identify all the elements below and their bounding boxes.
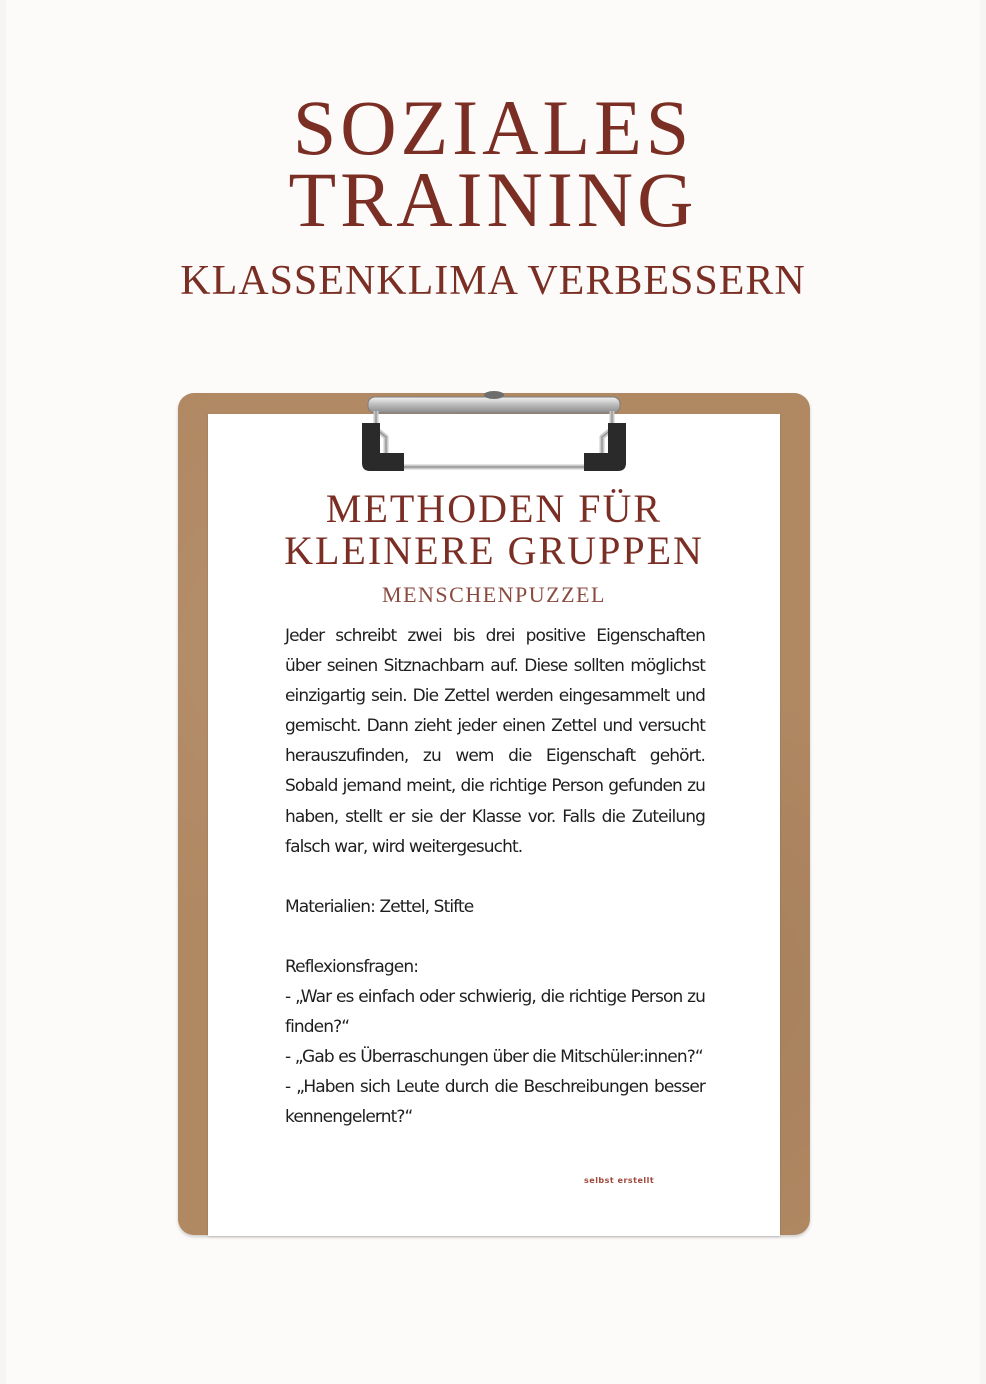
description-paragraph: Jeder schreibt zwei bis drei positive Eigenschaften über seinen Sitznachbarn auf. Diese sollten möglichst einzigartig sein. Die Zettel werden eingesammelt und gemischt. Dann zieht jeder einen Zettel und versucht herauszufinden, zu wem die Eigenschaft gehört. Sobald jemand meint, die richtige Person gefunden zu haben, stellt er sie der Klasse vor. Falls die Zuteilung falsch war, wird weitergesucht. — [285, 626, 705, 857]
clipboard-clip-icon — [356, 389, 632, 475]
sheet-body — [285, 621, 705, 1132]
reflection-question-3: - „Haben sich Leute durch die Beschreibungen besser kennengelernt?“ — [285, 1077, 705, 1128]
sheet-title-line-2: KLEINERE GRUPPEN — [284, 528, 704, 573]
main-title-line-2: TRAINING — [288, 156, 698, 243]
main-title-line-1: SOZIALES — [292, 84, 694, 171]
header — [0, 84, 986, 304]
sheet-title — [208, 488, 780, 572]
sheet-subtitle: MENSCHENPUZZEL — [382, 582, 606, 607]
credit-text: selbst erstellt — [584, 1176, 655, 1185]
reflection-question-1: - „War es einfach oder schwierig, die richtige Person zu finden?“ — [285, 986, 705, 1038]
sheet-title-line-1: METHODEN FÜR — [325, 486, 663, 531]
main-subtitle: KLASSENKLIMA VERBESSERN — [180, 258, 806, 304]
reflection-question-2: - „Gab es Überraschungen über die Mitschüler:innen?“ — [285, 1047, 703, 1068]
materials-line: Materialien: Zettel, Stifte — [285, 896, 474, 917]
reflection-heading: Reflexionsfragen: — [285, 956, 419, 977]
